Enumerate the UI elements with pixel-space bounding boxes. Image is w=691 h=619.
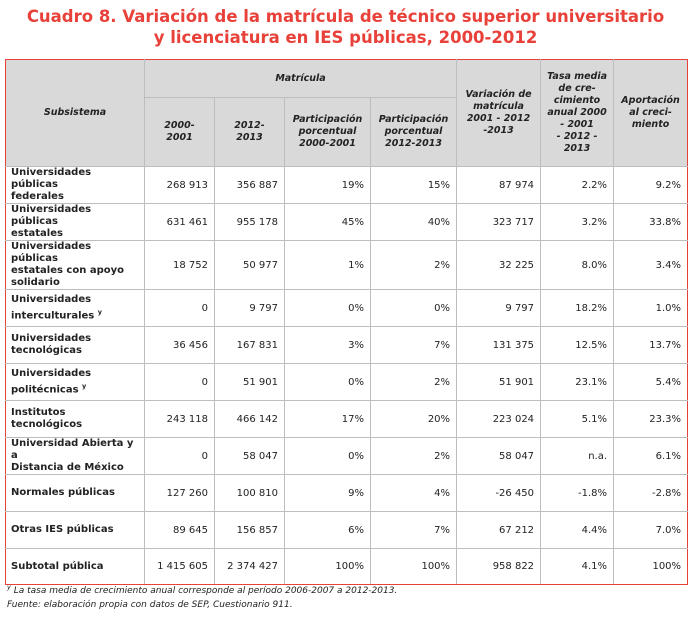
cell-matricula-2012: 50 977 — [215, 241, 285, 290]
row-label: Universidades públicas federales — [6, 167, 145, 204]
cell-participacion-2012: 20% — [371, 401, 457, 438]
cell-tasa: 3.2% — [541, 204, 614, 241]
cell-tasa: 4.1% — [541, 549, 614, 585]
cell-participacion-2000: 9% — [285, 475, 371, 512]
cell-tasa: n.a. — [541, 438, 614, 475]
cell-participacion-2000: 1% — [285, 241, 371, 290]
cell-matricula-2012: 2 374 427 — [215, 549, 285, 585]
header-participacion-2012: Participación porcentual 2012-2013 — [371, 98, 457, 167]
table-header — [6, 60, 688, 167]
table-notes — [7, 580, 397, 612]
cell-participacion-2000: 100% — [285, 549, 371, 585]
header-subsistema: Subsistema — [6, 60, 145, 167]
table-title — [0, 6, 691, 48]
cell-variacion: 131 375 — [457, 327, 541, 364]
table-row — [6, 290, 688, 327]
table-row — [6, 512, 688, 549]
source-note: Fuente: elaboración propia con datos de SEP, Cuestionario 911. — [7, 600, 293, 610]
row-label: Universidades públicas estatales con apoyo solidario — [6, 241, 145, 290]
cell-participacion-2000: 0% — [285, 438, 371, 475]
row-label: Universidades públicas estatales — [6, 204, 145, 241]
row-label: Universidad Abierta y a Distancia de México — [6, 438, 145, 475]
footnote-mark: y — [7, 583, 11, 591]
cell-variacion: 87 974 — [457, 167, 541, 204]
cell-participacion-2012: 0% — [371, 290, 457, 327]
cell-matricula-2012: 356 887 — [215, 167, 285, 204]
cell-participacion-2000: 17% — [285, 401, 371, 438]
header-matricula: Matrícula — [145, 60, 457, 98]
row-label: Otras IES públicas — [6, 512, 145, 549]
cell-variacion: 58 047 — [457, 438, 541, 475]
cell-aportacion: 100% — [614, 549, 688, 585]
cell-participacion-2012: 2% — [371, 364, 457, 401]
cell-participacion-2000: 0% — [285, 364, 371, 401]
cell-variacion: -26 450 — [457, 475, 541, 512]
cell-matricula-2012: 51 901 — [215, 364, 285, 401]
cell-participacion-2000: 3% — [285, 327, 371, 364]
cell-tasa: 5.1% — [541, 401, 614, 438]
cell-tasa: 12.5% — [541, 327, 614, 364]
cell-matricula-2000: 0 — [145, 364, 215, 401]
cell-aportacion: 13.7% — [614, 327, 688, 364]
title-line-1: Cuadro 8. Variación de la matrícula de técnico superior universitario — [26, 7, 665, 26]
header-variacion: Variación de matrícula 2001 - 2012 -2013 — [457, 60, 541, 167]
header-2000-2001: 2000- 2001 — [145, 98, 215, 167]
table-row — [6, 401, 688, 438]
cell-matricula-2012: 156 857 — [215, 512, 285, 549]
cell-tasa: 23.1% — [541, 364, 614, 401]
row-label: Universidades tecnológicas — [6, 327, 145, 364]
table-body — [6, 167, 688, 585]
table-row — [6, 241, 688, 290]
cell-matricula-2012: 58 047 — [215, 438, 285, 475]
table-row — [6, 438, 688, 475]
cell-variacion: 9 797 — [457, 290, 541, 327]
table-row — [6, 204, 688, 241]
cell-variacion: 323 717 — [457, 204, 541, 241]
row-label: Subtotal pública — [6, 549, 145, 585]
cell-participacion-2012: 7% — [371, 327, 457, 364]
cell-aportacion: 3.4% — [614, 241, 688, 290]
cell-variacion: 67 212 — [457, 512, 541, 549]
cell-participacion-2012: 2% — [371, 438, 457, 475]
cell-matricula-2012: 955 178 — [215, 204, 285, 241]
cell-matricula-2000: 1 415 605 — [145, 549, 215, 585]
cell-aportacion: 5.4% — [614, 364, 688, 401]
table-row — [6, 327, 688, 364]
enrollment-table — [5, 59, 688, 585]
cell-matricula-2012: 466 142 — [215, 401, 285, 438]
cell-tasa: -1.8% — [541, 475, 614, 512]
row-label: Universidades politécnicas $^y$ — [6, 364, 145, 401]
cell-participacion-2012: 100% — [371, 549, 457, 585]
cell-aportacion: 6.1% — [614, 438, 688, 475]
cell-matricula-2000: 36 456 — [145, 327, 215, 364]
cell-tasa: 18.2% — [541, 290, 614, 327]
cell-participacion-2000: 19% — [285, 167, 371, 204]
cell-aportacion: -2.8% — [614, 475, 688, 512]
cell-participacion-2012: 2% — [371, 241, 457, 290]
cell-matricula-2000: 268 913 — [145, 167, 215, 204]
cell-participacion-2012: 15% — [371, 167, 457, 204]
title-line-2: y licenciatura en IES públicas, 2000-2012 — [153, 28, 538, 47]
cell-variacion: 958 822 — [457, 549, 541, 585]
cell-participacion-2012: 40% — [371, 204, 457, 241]
footnote: $^y$ La tasa media de crecimiento anual corresponde al período 2006-2007 a 2012-2013. — [7, 583, 398, 596]
cell-aportacion: 9.2% — [614, 167, 688, 204]
header-2012-2013: 2012- 2013 — [215, 98, 285, 167]
cell-participacion-2000: 45% — [285, 204, 371, 241]
cell-participacion-2000: 0% — [285, 290, 371, 327]
cell-matricula-2000: 0 — [145, 438, 215, 475]
cell-participacion-2012: 7% — [371, 512, 457, 549]
cell-variacion: 51 901 — [457, 364, 541, 401]
cell-variacion: 32 225 — [457, 241, 541, 290]
cell-aportacion: 1.0% — [614, 290, 688, 327]
cell-matricula-2000: 127 260 — [145, 475, 215, 512]
cell-tasa: 4.4% — [541, 512, 614, 549]
cell-tasa: 2.2% — [541, 167, 614, 204]
cell-participacion-2000: 6% — [285, 512, 371, 549]
cell-matricula-2000: 18 752 — [145, 241, 215, 290]
cell-matricula-2000: 0 — [145, 290, 215, 327]
cell-matricula-2000: 89 645 — [145, 512, 215, 549]
table-row — [6, 475, 688, 512]
cell-matricula-2000: 243 118 — [145, 401, 215, 438]
footnote-mark: y — [97, 307, 102, 316]
cell-aportacion: 33.8% — [614, 204, 688, 241]
table-row — [6, 167, 688, 204]
row-label: Institutos tecnológicos — [6, 401, 145, 438]
cell-matricula-2012: 100 810 — [215, 475, 285, 512]
row-label: Normales públicas — [6, 475, 145, 512]
header-participacion-2000: Participación porcentual 2000-2001 — [285, 98, 371, 167]
table-row — [6, 364, 688, 401]
header-tasa: Tasa media de cre- cimiento anual 2000 - 2001 - 2012 - 2013 — [541, 60, 614, 167]
cell-aportacion: 23.3% — [614, 401, 688, 438]
cell-aportacion: 7.0% — [614, 512, 688, 549]
cell-matricula-2012: 9 797 — [215, 290, 285, 327]
header-aportacion: Aportación al creci- miento — [614, 60, 688, 167]
cell-variacion: 223 024 — [457, 401, 541, 438]
cell-participacion-2012: 4% — [371, 475, 457, 512]
cell-matricula-2000: 631 461 — [145, 204, 215, 241]
row-label: Universidades interculturales $^y$ — [6, 290, 145, 327]
cell-tasa: 8.0% — [541, 241, 614, 290]
cell-matricula-2012: 167 831 — [215, 327, 285, 364]
footnote-mark: y — [82, 381, 87, 390]
